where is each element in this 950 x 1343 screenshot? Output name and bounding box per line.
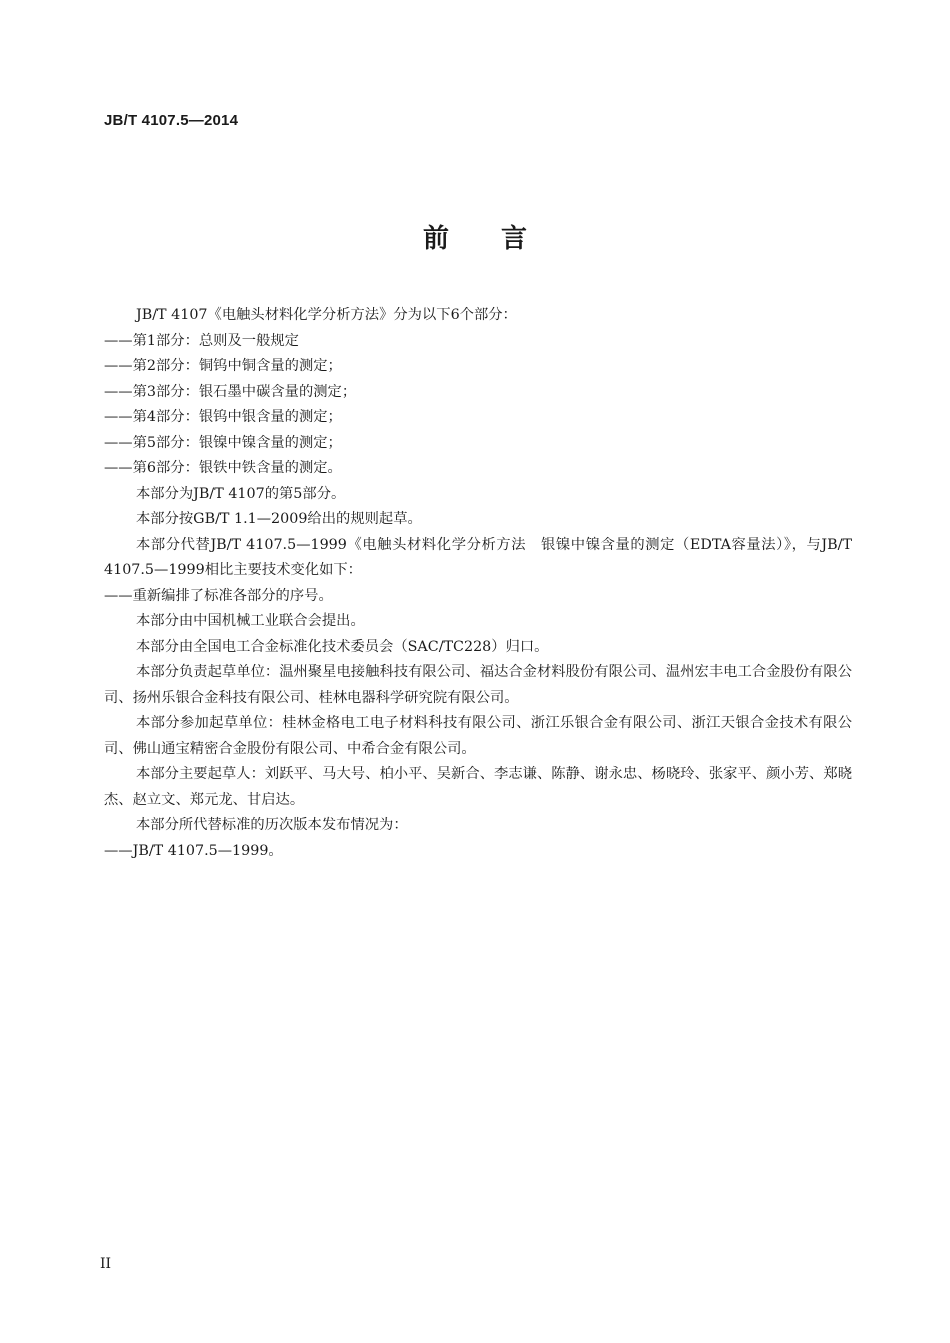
paragraph-participating-drafters: 本部分参加起草单位：桂林金格电工电子材料科技有限公司、浙江乐银合金有限公司、浙江天银合金技术有限公司、佛山通宝精密合金股份有限公司、中希合金有限公司。 — [104, 715, 852, 757]
paragraph-lead-drafters: 本部分负责起草单位：温州聚星电接触科技有限公司、福达合金材料股份有限公司、温州宏丰电工合金股份有限公司、扬州乐银合金科技有限公司、桂林电器科学研究院有限公司。 — [104, 664, 852, 706]
version-list-item: ——JB/T 4107.5—1999。 — [104, 842, 283, 859]
page-number: II — [100, 1256, 112, 1272]
paragraph-replacement: 本部分代替JB/T 4107.5—1999《电触头材料化学分析方法 银镍中镍含量的测定（EDTA容量法）》，与JB/T 4107.5—1999相比主要技术变化如下： — [104, 536, 852, 578]
paragraph-drafting-rules: 本部分按GB/T 1.1—2009给出的规则起草。 — [136, 511, 422, 527]
paragraph-main-drafters: 本部分主要起草人：刘跃平、马大号、柏小平、吴新合、李志谦、陈静、谢永忠、杨晓玲、张家平、颜小芳、郑晓杰、赵立文、郑元龙、甘启达。 — [104, 766, 852, 808]
title-char-1: 前 — [422, 224, 449, 254]
foreword-body — [104, 303, 852, 864]
page-title — [0, 218, 950, 255]
paragraph-committee: 本部分由全国电工合金标准化技术委员会（SAC/TC228）归口。 — [136, 638, 549, 655]
part-list-item: ——第6部分：银铁中铁含量的测定。 — [104, 460, 342, 476]
intro-paragraph: JB/T 4107《电触头材料化学分析方法》分为以下6个部分： — [136, 307, 517, 323]
paragraph-proposer: 本部分由中国机械工业联合会提出。 — [136, 613, 365, 629]
title-char-2: 言 — [501, 224, 528, 254]
part-list-item: ——第4部分：银钨中银含量的测定； — [104, 409, 342, 425]
part-list-item: ——第3部分：银石墨中碳含量的测定； — [104, 383, 357, 400]
part-list-item: ——第2部分：铜钨中铜含量的测定； — [104, 358, 342, 374]
part-list-item: ——第1部分：总则及一般规定 — [104, 332, 299, 349]
standard-code: JB/T 4107.5—2014 — [104, 112, 239, 129]
paragraph-version-history: 本部分所代替标准的历次版本发布情况为： — [136, 817, 408, 833]
change-list-item: ——重新编排了标准各部分的序号。 — [104, 587, 333, 604]
paragraph-part-number: 本部分为JB/T 4107的第5部分。 — [136, 485, 346, 502]
part-list-item: ——第5部分：银镍中镍含量的测定； — [104, 434, 342, 451]
